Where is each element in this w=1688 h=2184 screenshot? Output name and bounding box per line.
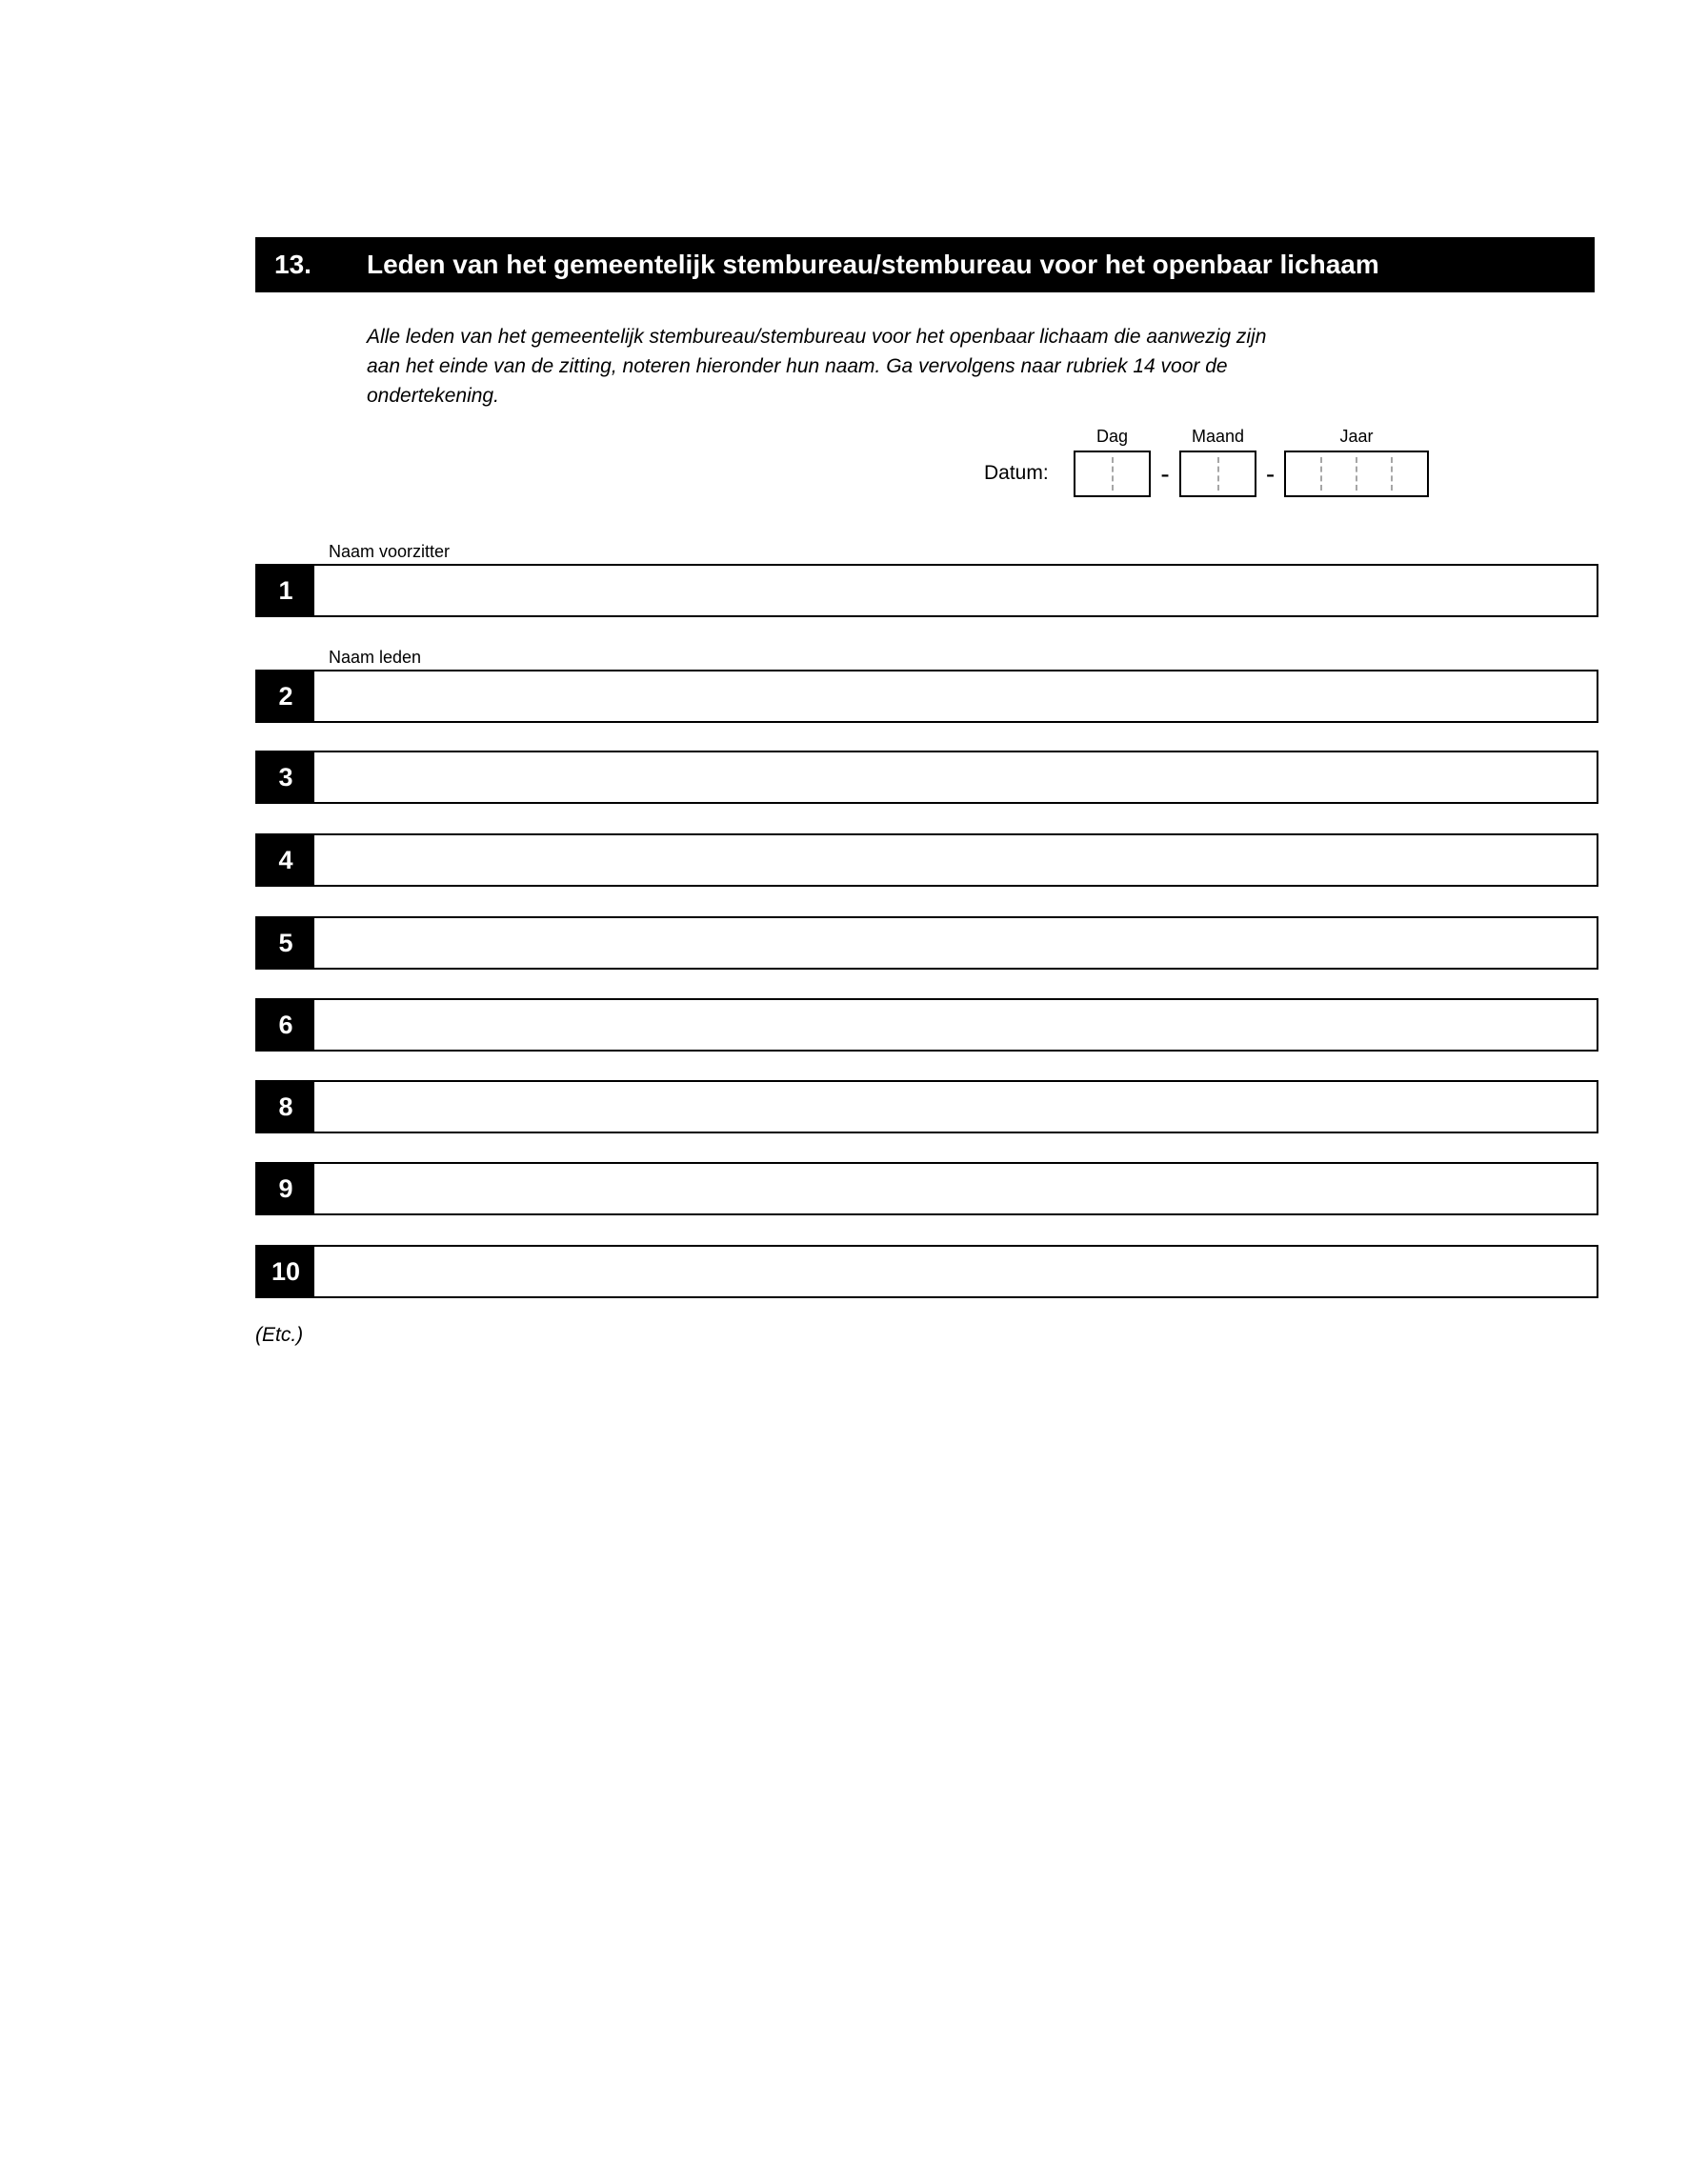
year-cell-3[interactable]	[1356, 452, 1392, 495]
member-name-input[interactable]	[314, 1164, 1597, 1213]
month-input-box[interactable]	[1179, 451, 1256, 497]
day-cell-2[interactable]	[1113, 452, 1150, 495]
row-number-badge: 3	[257, 752, 314, 802]
row-number-badge: 1	[257, 566, 314, 615]
row-number-badge: 5	[257, 918, 314, 968]
member-row	[255, 670, 1598, 723]
date-separator: -	[1160, 458, 1170, 489]
dashed-divider	[1320, 457, 1322, 491]
row-number-badge: 2	[257, 671, 314, 721]
month-cell-2[interactable]	[1218, 452, 1256, 495]
etc-note: (Etc.)	[255, 1324, 304, 1346]
section-number: 13.	[274, 250, 311, 279]
member-name-input[interactable]	[314, 752, 1597, 802]
member-name-input[interactable]	[314, 671, 1597, 721]
section-header	[255, 237, 1595, 292]
row-number-badge: 8	[257, 1082, 314, 1132]
member-name-input[interactable]	[314, 918, 1597, 968]
day-cell-1[interactable]	[1075, 452, 1113, 495]
day-label: Dag	[1095, 427, 1129, 446]
member-row	[255, 1245, 1598, 1298]
intro-line: ondertekening.	[367, 385, 499, 407]
dashed-divider	[1391, 457, 1393, 491]
member-name-input[interactable]	[314, 1082, 1597, 1132]
dashed-divider	[1217, 457, 1219, 491]
member-row	[255, 1162, 1598, 1215]
members-name-label: Naam leden	[329, 648, 422, 667]
month-cell-1[interactable]	[1181, 452, 1218, 495]
dashed-divider	[1112, 457, 1114, 491]
member-name-input[interactable]	[314, 835, 1597, 885]
row-number-badge: 9	[257, 1164, 314, 1213]
intro-line: Alle leden van het gemeentelijk stembureau/stembureau voor het openbaar lichaam die aanwezig zijn	[367, 326, 1267, 348]
member-name-input[interactable]	[314, 1247, 1597, 1296]
intro-line: aan het einde van de zitting, noteren hieronder hun naam. Ga vervolgens naar rubriek 14 voor de	[367, 355, 1228, 377]
member-row	[255, 833, 1598, 887]
month-label: Maand	[1191, 427, 1245, 446]
member-row	[255, 916, 1598, 970]
day-input-box[interactable]	[1074, 451, 1151, 497]
chairman-name-input[interactable]	[314, 566, 1597, 615]
row-number-badge: 10	[257, 1247, 314, 1296]
section-title: Leden van het gemeentelijk stembureau/stembureau voor het openbaar lichaam	[367, 250, 1379, 279]
row-number-badge: 4	[257, 835, 314, 885]
date-separator: -	[1265, 458, 1276, 489]
year-label: Jaar	[1339, 427, 1374, 446]
year-cell-1[interactable]	[1286, 452, 1321, 495]
member-name-input[interactable]	[314, 1000, 1597, 1050]
chairman-row	[255, 564, 1598, 617]
member-row	[255, 751, 1598, 804]
dashed-divider	[1356, 457, 1357, 491]
year-cell-2[interactable]	[1321, 452, 1356, 495]
year-input-box[interactable]	[1284, 451, 1429, 497]
row-number-badge: 6	[257, 1000, 314, 1050]
chairman-name-label: Naam voorzitter	[329, 542, 451, 561]
datum-label: Datum:	[984, 462, 1049, 484]
intro-text	[367, 322, 1405, 411]
year-cell-4[interactable]	[1392, 452, 1427, 495]
member-row	[255, 998, 1598, 1052]
member-row	[255, 1080, 1598, 1133]
